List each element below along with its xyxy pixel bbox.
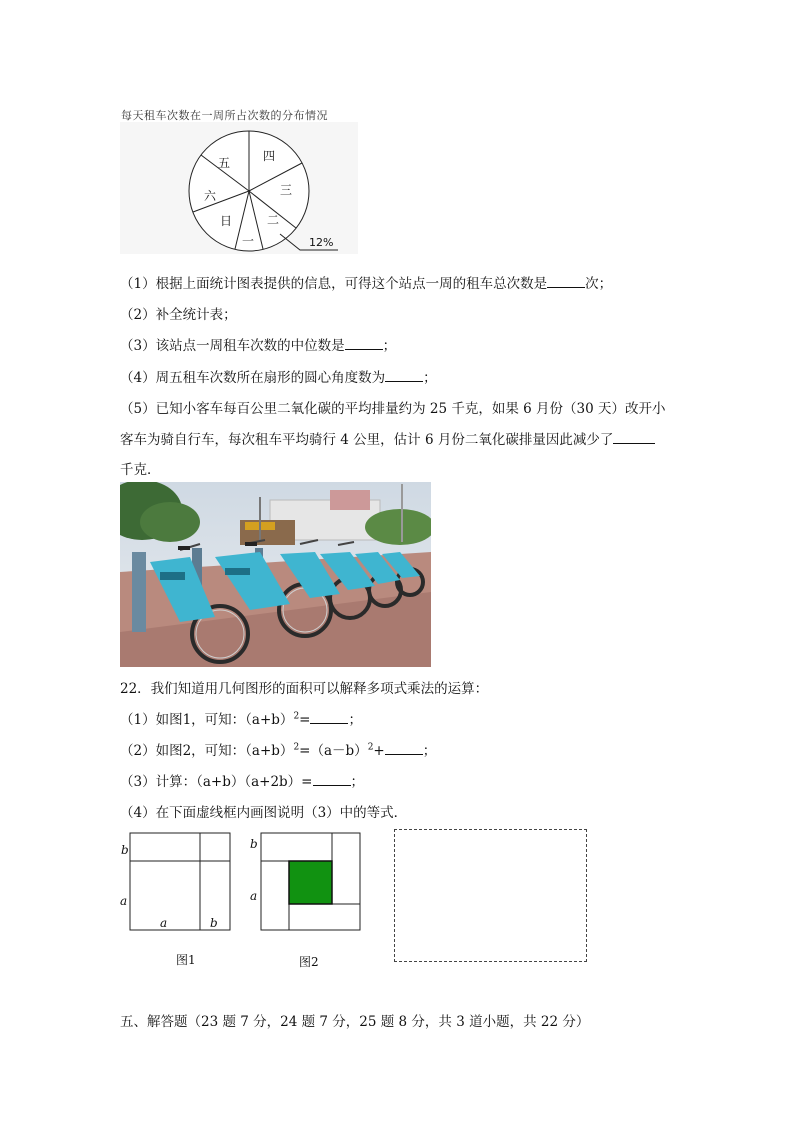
exponent: 2 — [293, 711, 300, 722]
drawing-area[interactable] — [394, 829, 587, 962]
answer-blank[interactable] — [613, 431, 655, 444]
q22-part-2 — [120, 739, 436, 759]
pie-label-sat: 六 — [204, 189, 217, 203]
q21-p3-tail: ； — [382, 338, 397, 354]
fig2-label-b-left: b — [250, 837, 258, 851]
answer-blank[interactable] — [385, 742, 423, 755]
q22-p3-tail: ； — [350, 774, 364, 790]
pie-callout-label: 12% — [309, 236, 334, 249]
fig1-label-b-bottom: b — [210, 916, 218, 930]
pie-label-thu: 四 — [263, 149, 276, 163]
q22-title: 22．我们知道用几何图形的面积可以解释多项式乘法的运算： — [120, 681, 489, 697]
q21-part-2: （2）补全统计表； — [120, 307, 237, 323]
q22-p3-text: （3）计算：（a+b）（a+2b）= — [120, 774, 313, 790]
pie-label-fri: 五 — [218, 156, 231, 170]
fig1-caption: 图1 — [176, 953, 196, 967]
answer-blank[interactable] — [345, 337, 383, 350]
q21-p4-text: （4）周五租车次数所在扇形的圆心角度数为 — [120, 370, 386, 386]
fig1-label-a-left: a — [120, 894, 128, 908]
fig2-center-square — [289, 861, 332, 904]
pie-label-tue: 二 — [267, 213, 280, 227]
figure-2 — [246, 828, 364, 940]
pie-chart-svg — [120, 122, 358, 254]
pie-label-mon: 一 — [242, 234, 255, 248]
q22-part-3 — [120, 770, 364, 790]
q21-p5-text: 客车为骑自行车，每次租车平均骑行 4 公里，估计 6 月份二氧化碳排量因此减少了 — [120, 432, 614, 448]
fig1-label-b-left: b — [121, 843, 129, 857]
q22-p2-mid: =（a－b） — [299, 743, 368, 759]
q22-p2-text: （2）如图2，可知：（a+b） — [120, 743, 294, 759]
q21-p1-text: （1）根据上面统计图表提供的信息，可得这个站点一周的租车总次数是 — [120, 276, 548, 292]
bike-photo-svg — [120, 482, 431, 667]
q21-part-5-line1: （5）已知小客车每百公里二氧化碳的平均排量约为 25 千克，如果 6 月份（30 天）改开小 — [120, 401, 666, 417]
q22-p1-text: （1）如图1，可知：（a+b） — [120, 712, 294, 728]
equals-sign: = — [299, 712, 311, 728]
q22-p1-tail: ； — [348, 712, 362, 728]
section-5-heading: 五、解答题（23 题 7 分，24 题 7 分，25 题 8 分，共 3 道小题，共 22 分） — [120, 1014, 590, 1030]
q21-part-1 — [120, 272, 612, 292]
q21-part-5-line3: 千克． — [120, 462, 161, 478]
q22-p2-tail: ； — [422, 743, 437, 759]
figure-1 — [118, 828, 236, 940]
pie-chart-title: 每天租车次数在一周所占次数的分布情况 — [121, 109, 328, 122]
q21-part-3 — [120, 334, 396, 354]
pie-label-sun: 日 — [220, 214, 233, 228]
q21-part-5-line2 — [120, 428, 655, 448]
answer-blank[interactable] — [547, 275, 585, 288]
exponent: 2 — [293, 742, 300, 753]
answer-blank[interactable] — [310, 711, 348, 724]
plus-sign: + — [373, 743, 385, 759]
q22-part-1 — [120, 708, 362, 728]
q21-part-4 — [120, 366, 437, 386]
q21-p4-tail: ； — [423, 370, 437, 386]
q21-p1-tail: 次； — [585, 276, 613, 292]
answer-blank[interactable] — [313, 773, 351, 786]
pie-label-wed: 三 — [280, 183, 293, 197]
fig1-label-a-bottom: a — [160, 916, 168, 930]
pie-chart — [120, 122, 358, 254]
fig2-caption: 图2 — [299, 955, 319, 969]
bike-photo — [120, 482, 431, 667]
q22-part-4: （4）在下面虚线框内画图说明（3）中的等式． — [120, 805, 408, 821]
fig2-label-a-left: a — [250, 889, 258, 903]
answer-blank[interactable] — [385, 369, 423, 382]
exponent: 2 — [367, 742, 374, 753]
q21-p3-text: （3）该站点一周租车次数的中位数是 — [120, 338, 345, 354]
